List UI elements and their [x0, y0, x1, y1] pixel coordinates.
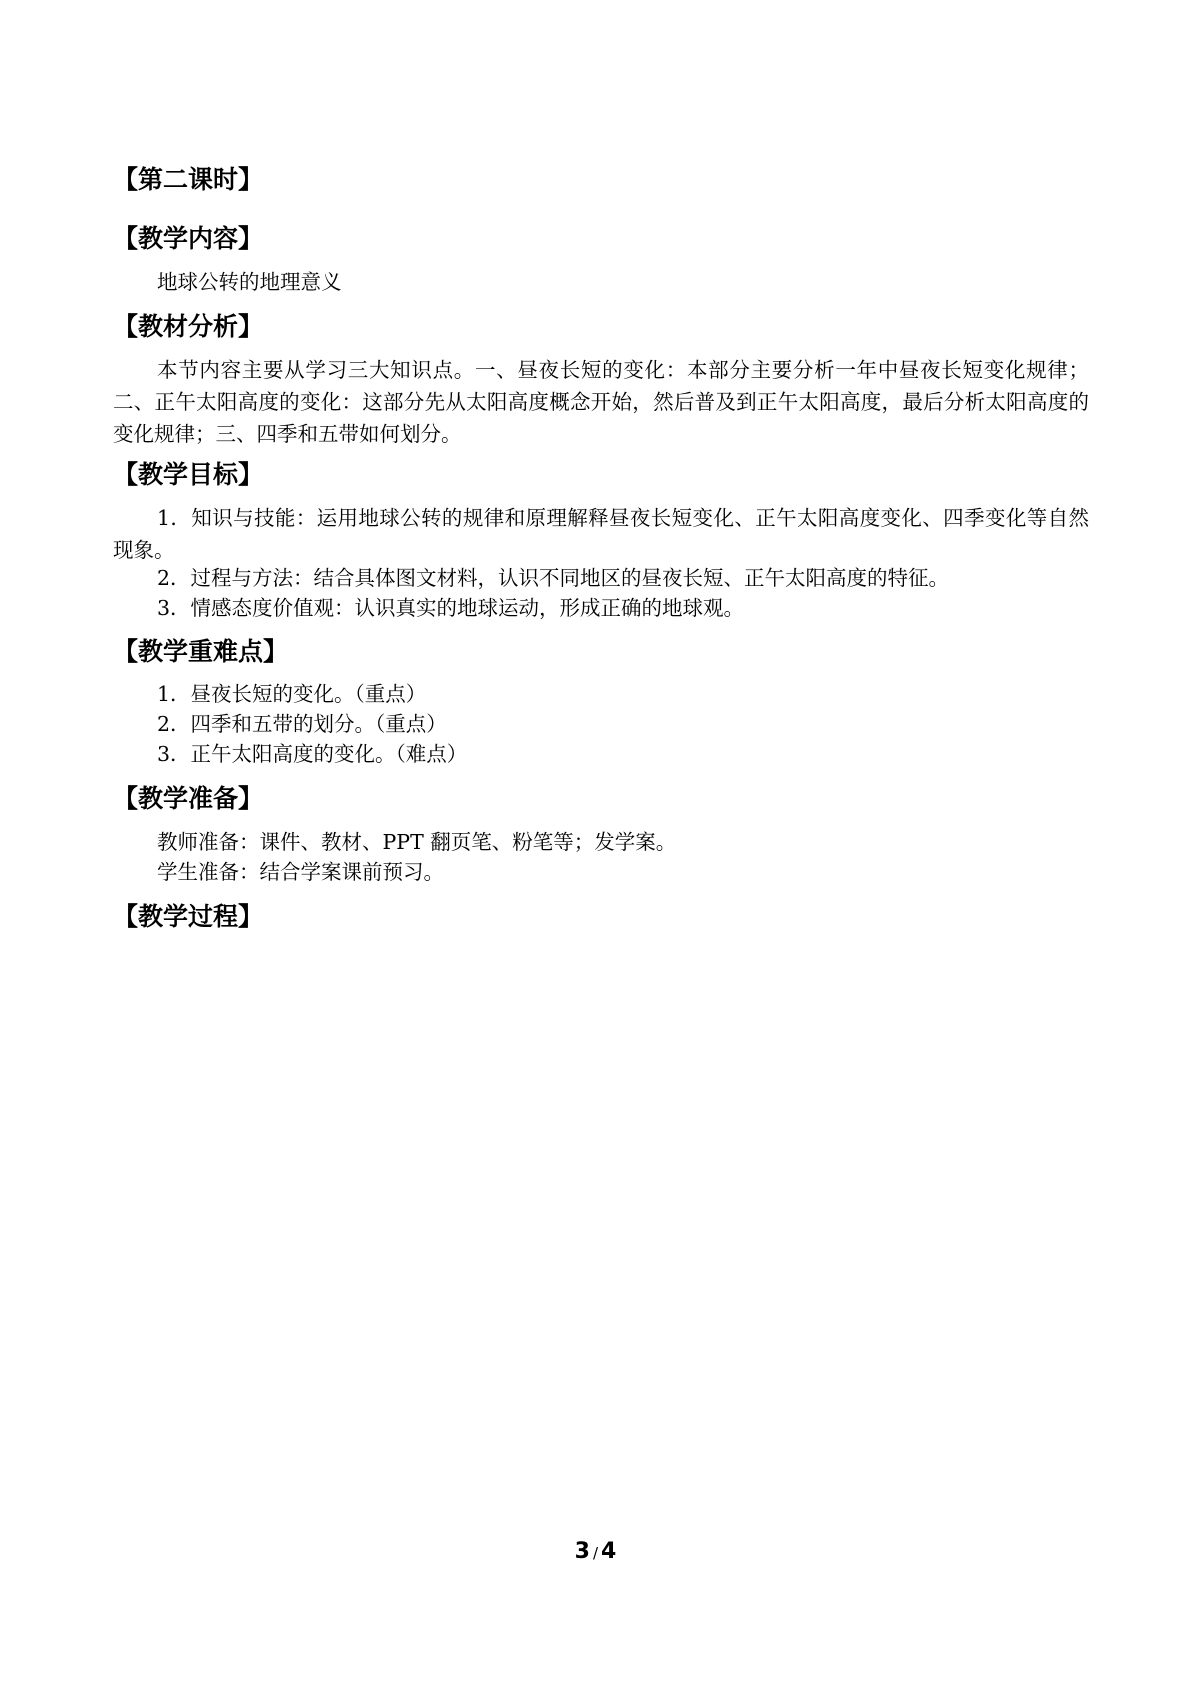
goal-item-2: 2．过程与方法：结合具体图文材料，认识不同地区的昼夜长短、正午太阳高度的特征。 [157, 566, 950, 590]
key-point-item-1: 1．昼夜长短的变化。（重点） [157, 682, 427, 706]
page-number [0, 1537, 1191, 1568]
goals-heading: 【教学目标】 [113, 460, 264, 489]
preparation-teacher: 教师准备：课件、教材、PPT 翻页笔、粉笔等；发学案。 [157, 830, 677, 854]
preparation-student: 学生准备：结合学案课前预习。 [157, 860, 444, 884]
key-points-heading: 【教学重难点】 [113, 637, 289, 666]
page-separator: / [592, 1544, 599, 1562]
content-heading: 【教学内容】 [113, 224, 264, 253]
key-point-item-2: 2．四季和五带的划分。（重点） [157, 712, 447, 736]
key-point-item-3: 3．正午太阳高度的变化。（难点） [157, 742, 468, 766]
content-text: 地球公转的地理意义 [157, 270, 342, 294]
goal-item-3: 3．情感态度价值观：认识真实的地球运动，形成正确的地球观。 [157, 596, 745, 620]
analysis-paragraph: 本节内容主要从学习三大知识点。一、昼夜长短的变化：本部分主要分析一年中昼夜长短变化规律；二、正午太阳高度的变化：这部分先从太阳高度概念开始，然后普及到正午太阳高度，最后分析太阳高度的变化规律；三、四季和五带如何划分。 [113, 358, 1089, 446]
current-page-number: 3 [574, 1539, 590, 1564]
goal-item-1: 1．知识与技能：运用地球公转的规律和原理解释昼夜长短变化、正午太阳高度变化、四季变化等自然现象。 [113, 506, 1089, 562]
preparation-heading: 【教学准备】 [113, 784, 264, 813]
process-heading: 【教学过程】 [113, 902, 264, 931]
analysis-heading: 【教材分析】 [113, 312, 264, 341]
lesson-title: 【第二课时】 [113, 165, 264, 194]
total-page-count: 4 [601, 1539, 617, 1564]
